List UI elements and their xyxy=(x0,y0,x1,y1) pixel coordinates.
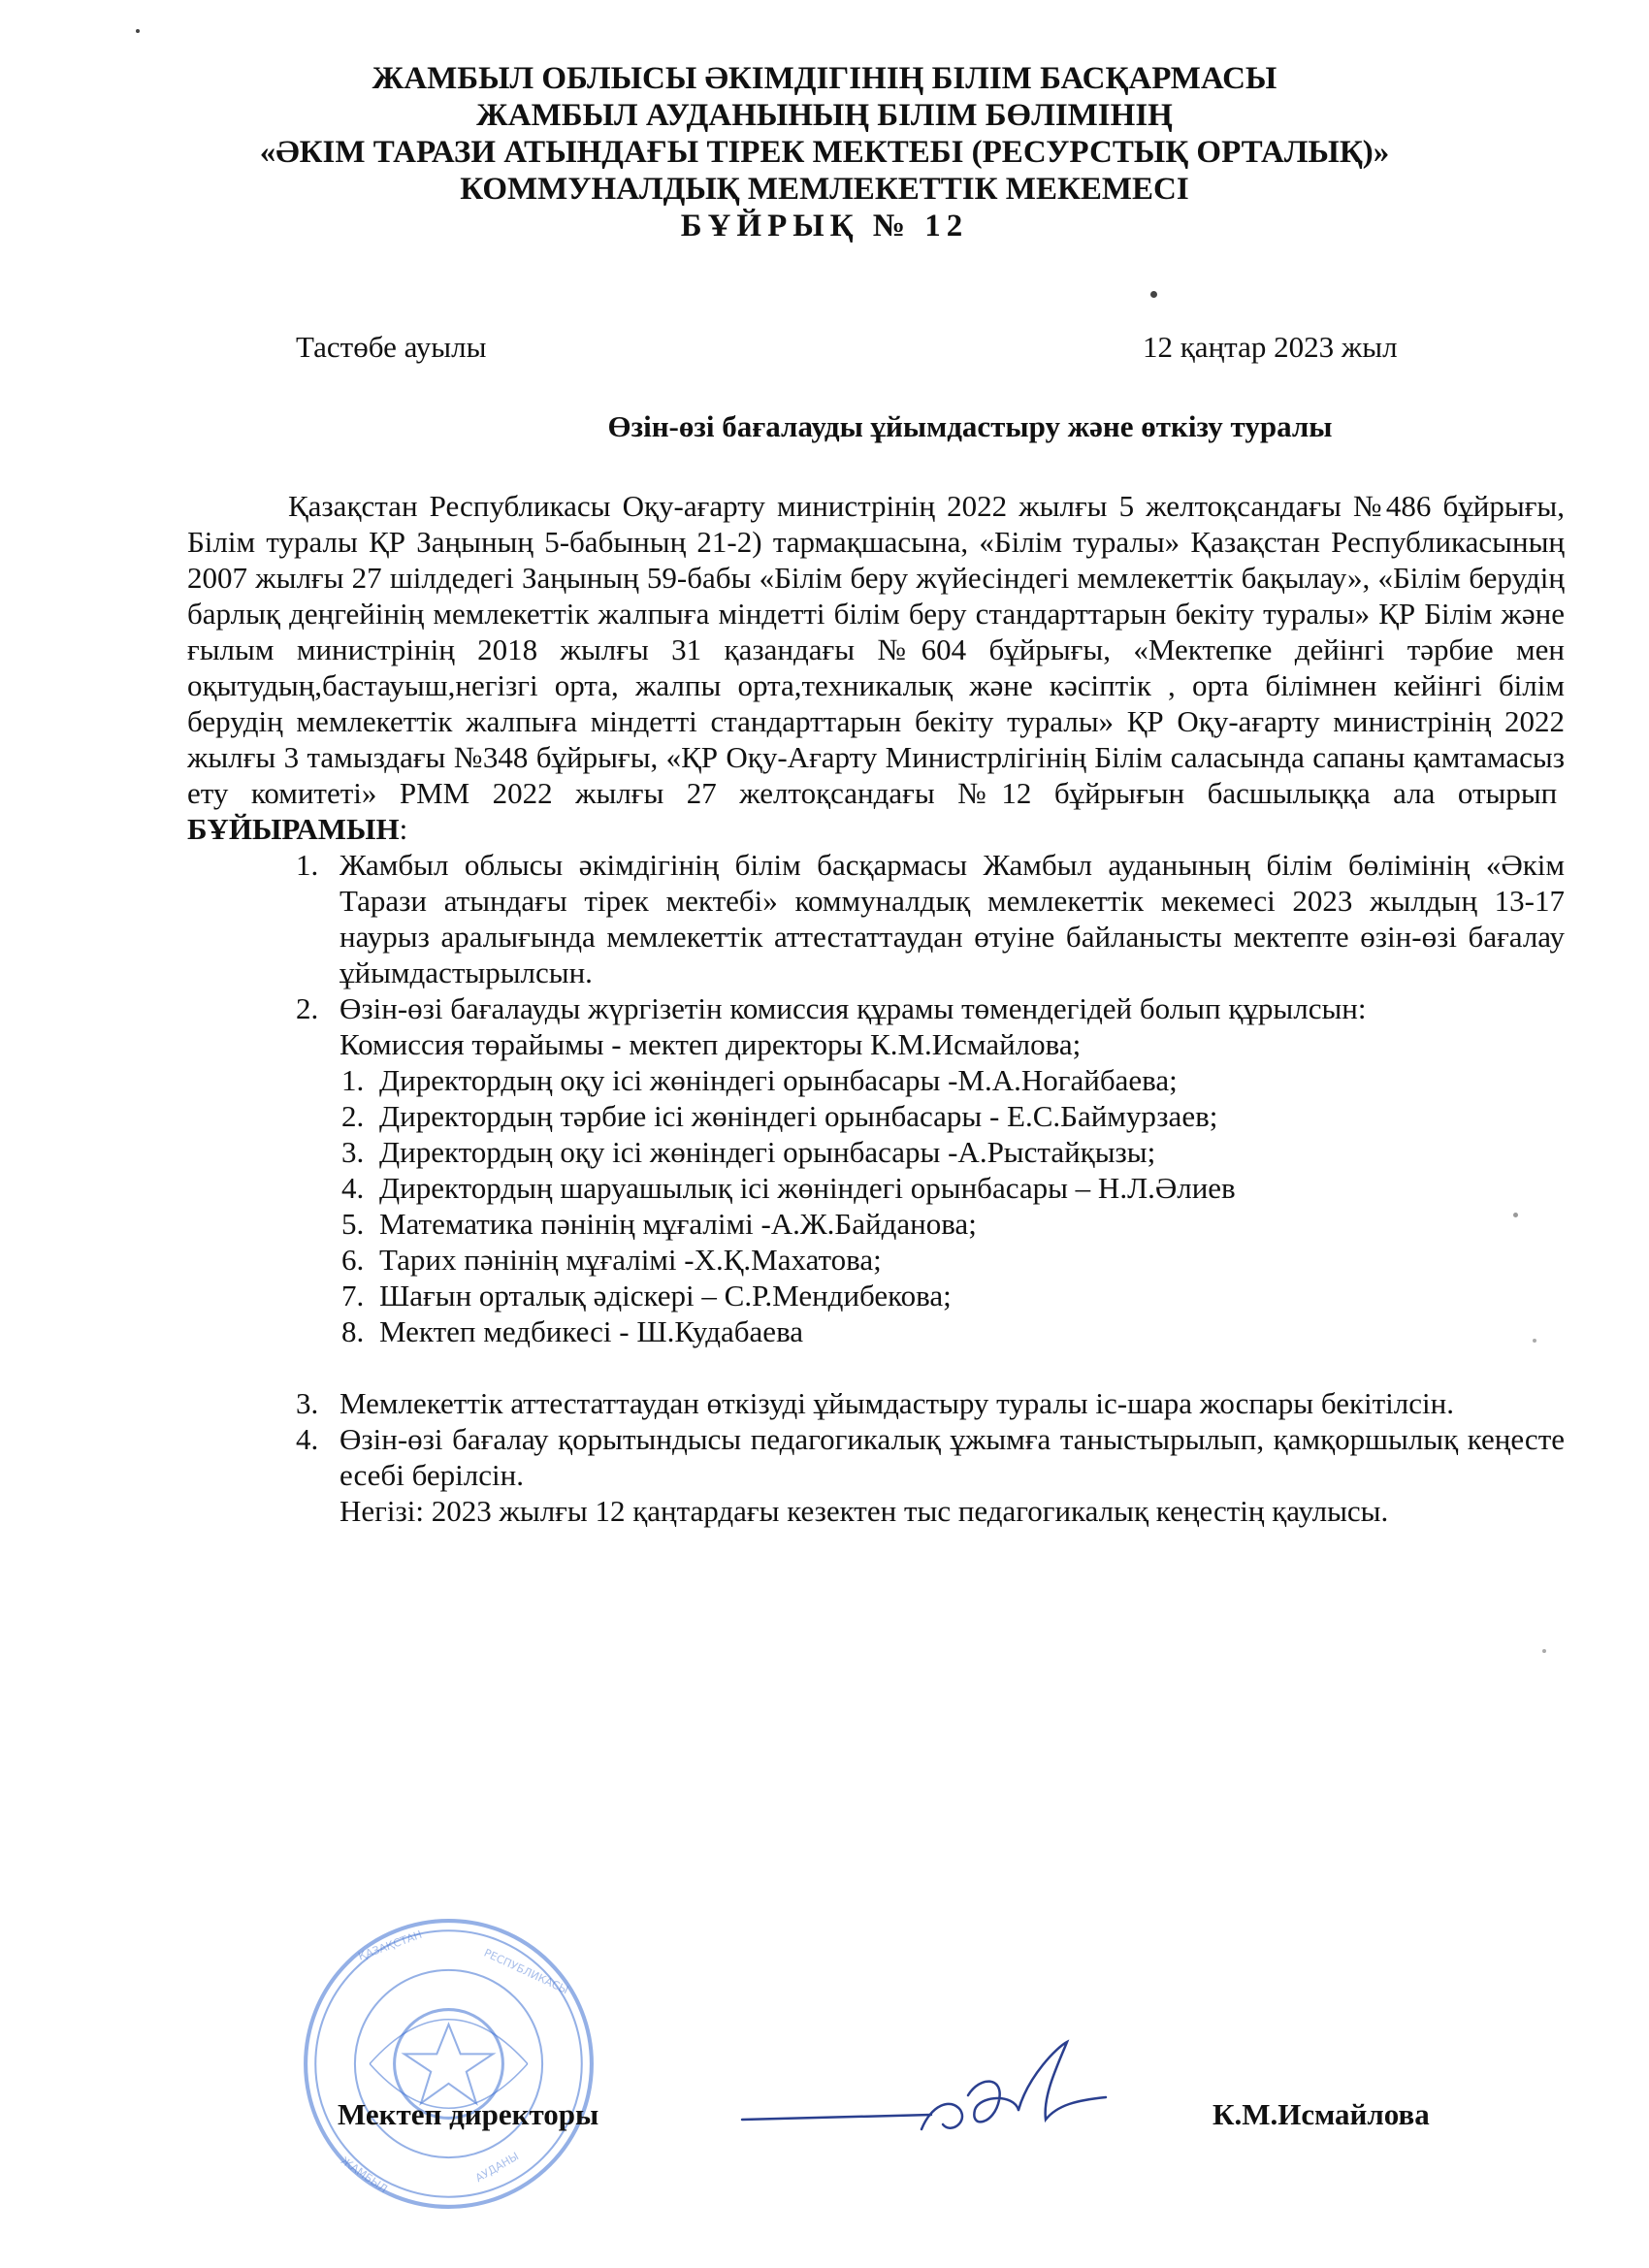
scan-speck xyxy=(1542,1649,1546,1653)
order-item-1 xyxy=(326,847,1565,990)
scan-speck xyxy=(136,29,140,33)
svg-text:ЖАМБЫЛ: ЖАМБЫЛ xyxy=(338,2154,390,2196)
preamble-text: Қазақстан Республикасы Оқу-ағарту министрінің 2022 жылғы 5 желтоқсандағы №486 бұйрығы, Білім туралы ҚР Заңының 5-бабының 21-2) тармақшасына, «Білім туралы» Қазақстан Республикасының 2007 жылғы 27 шілдедегі Заңының 59-бабы «Білім беру жүйесіндегі мемлекеттік бақылау», «Білім берудің барлық деңгейінің мемлекеттік жалпыға міндетті білім беру стандарттарын бекіту туралы» ҚР Білім және ғылым министрінің 2018 жылғы 31 қазандағы №604 бұйрығы, «Мектепке дейінгі тәрбие мен оқытудың,бастауыш,негізгі орта, жалпы орта,техникалық және кәсіптік , орта білімнен кейінгі білім берудің мемлекеттік жалпыға міндетті стандарттарын бекіту туралы» ҚР Оқу-ағарту министрінің 2022 жылғы 3 тамыздағы №348 бұйрығы, «ҚР Оқу-Ағарту Министрлігінің Білім саласында сапаны қамтамасыз ету комитеті» РММ 2022 жылғы 27 желтоқсандағы №12 бұйрығын басшылыққа ала отырып xyxy=(187,489,1565,810)
commission-member: 5. Математика пәнінің мұғалімі -А.Ж.Байданова; xyxy=(372,1206,1565,1242)
order-body xyxy=(187,488,1565,1529)
order-basis: Негізі: 2023 жылғы 12 қаңтардағы кезектен тыс педагогикалық кеңестің қаулысы. xyxy=(340,1494,1389,1528)
commission-member: 2. Директордың тәрбие ісі жөніндегі орынбасары - Е.С.Баймурзаев; xyxy=(372,1098,1565,1134)
scan-speck xyxy=(1533,1339,1536,1343)
commission-member: 8. Мектеп медбикесі - Ш.Кудабаева xyxy=(372,1313,1565,1349)
commission-member: 7. Шағын орталық әдіскері – С.Р.Мендибекова; xyxy=(372,1278,1565,1313)
official-stamp xyxy=(301,1916,597,2212)
director-signature xyxy=(737,2037,1164,2173)
header-line-2: ЖАМБЫЛ АУДАНЫНЫҢ БІЛІМ БӨЛІМІНІҢ xyxy=(476,98,1173,133)
order-item-4-text: Өзін-өзі бағалау қорытындысы педагогикалық ұжымға таныстырылып, қамқоршылық кеңесте есебі берілсін. xyxy=(340,1422,1565,1492)
preamble-paragraph xyxy=(187,488,1565,847)
order-number: БҰЙРЫҚ № 12 xyxy=(680,209,969,243)
order-item-2 xyxy=(326,990,1565,1062)
order-colon: : xyxy=(399,812,408,846)
commission-chair: Комиссия төрайымы - мектеп директоры К.М.Исмайлова; xyxy=(340,1027,1082,1061)
order-subject: Өзін-өзі бағалауды ұйымдастыру және өткізу туралы xyxy=(607,409,1333,443)
order-items-list xyxy=(187,847,1565,1062)
order-item-2-text: Өзін-өзі бағалауды жүргізетін комиссия құрамы төмендегідей болып құрылсын: xyxy=(340,991,1367,1025)
header-line-1: ЖАМБЫЛ ОБЛЫСЫ ӘКІМДІГІНІҢ БІЛІМ БАСҚАРМАСЫ xyxy=(372,61,1277,96)
order-word: БҰЙЫРАМЫН xyxy=(187,812,400,846)
commission-member: 4. Директордың шаруашылық ісі жөніндегі орынбасары – Н.Л.Әлиев xyxy=(372,1170,1565,1206)
header-line-4: КОММУНАЛДЫҚ МЕМЛЕКЕТТІК МЕКЕМЕСІ xyxy=(460,172,1189,207)
commission-member: 1. Директордың оқу ісі жөніндегі орынбасары -М.А.Ногайбаева; xyxy=(372,1062,1565,1098)
svg-text:РЕСПУБЛИКАСЫ: РЕСПУБЛИКАСЫ xyxy=(481,1946,570,1997)
order-item-1-text: Жамбыл облысы әкімдігінің білім басқармасы Жамбыл ауданының білім бөлімінің «Әкім Тарази атындағы тірек мектебі» коммуналдық мемлекеттік мекемесі 2023 жылдың 13-17 наурыз аралығында мемлекеттік аттестаттаудан өтуіне байланысты мектепте өзін-өзі бағалау ұйымдастырылсын. xyxy=(340,848,1565,989)
scan-speck xyxy=(1150,291,1157,298)
svg-text:АУДАНЫ: АУДАНЫ xyxy=(473,2150,522,2186)
signature-title: Мектеп директоры xyxy=(338,2097,599,2131)
signature-name: К.М.Исмайлова xyxy=(1212,2097,1430,2131)
place-of-issue: Тастөбе ауылы xyxy=(296,330,487,364)
svg-text:ҚАЗАҚСТАН: ҚАЗАҚСТАН xyxy=(356,1928,424,1963)
commission-member: 6. Тарих пәнінің мұғалімі -Х.Қ.Махатова; xyxy=(372,1242,1565,1278)
commission-member: 3. Директордың оқу ісі жөніндегі орынбасары -А.Рыстайқызы; xyxy=(372,1134,1565,1170)
scan-speck xyxy=(1513,1213,1518,1217)
commission-members-list xyxy=(187,1062,1565,1349)
header-line-3: «ӘКІМ ТАРАЗИ АТЫНДАҒЫ ТІРЕК МЕКТЕБІ (РЕСУРСТЫҚ ОРТАЛЫҚ)» xyxy=(259,135,1390,170)
document-header xyxy=(0,60,1649,244)
order-items-list-continued xyxy=(187,1385,1565,1529)
order-item-3-text: Мемлекеттік аттестаттаудан өткізуді ұйымдастыру туралы іс-шара жоспары бекітілсін. xyxy=(340,1386,1454,1420)
date-of-issue: 12 қаңтар 2023 жыл xyxy=(1143,330,1398,364)
order-item-3 xyxy=(326,1385,1565,1421)
order-item-4 xyxy=(326,1421,1565,1529)
